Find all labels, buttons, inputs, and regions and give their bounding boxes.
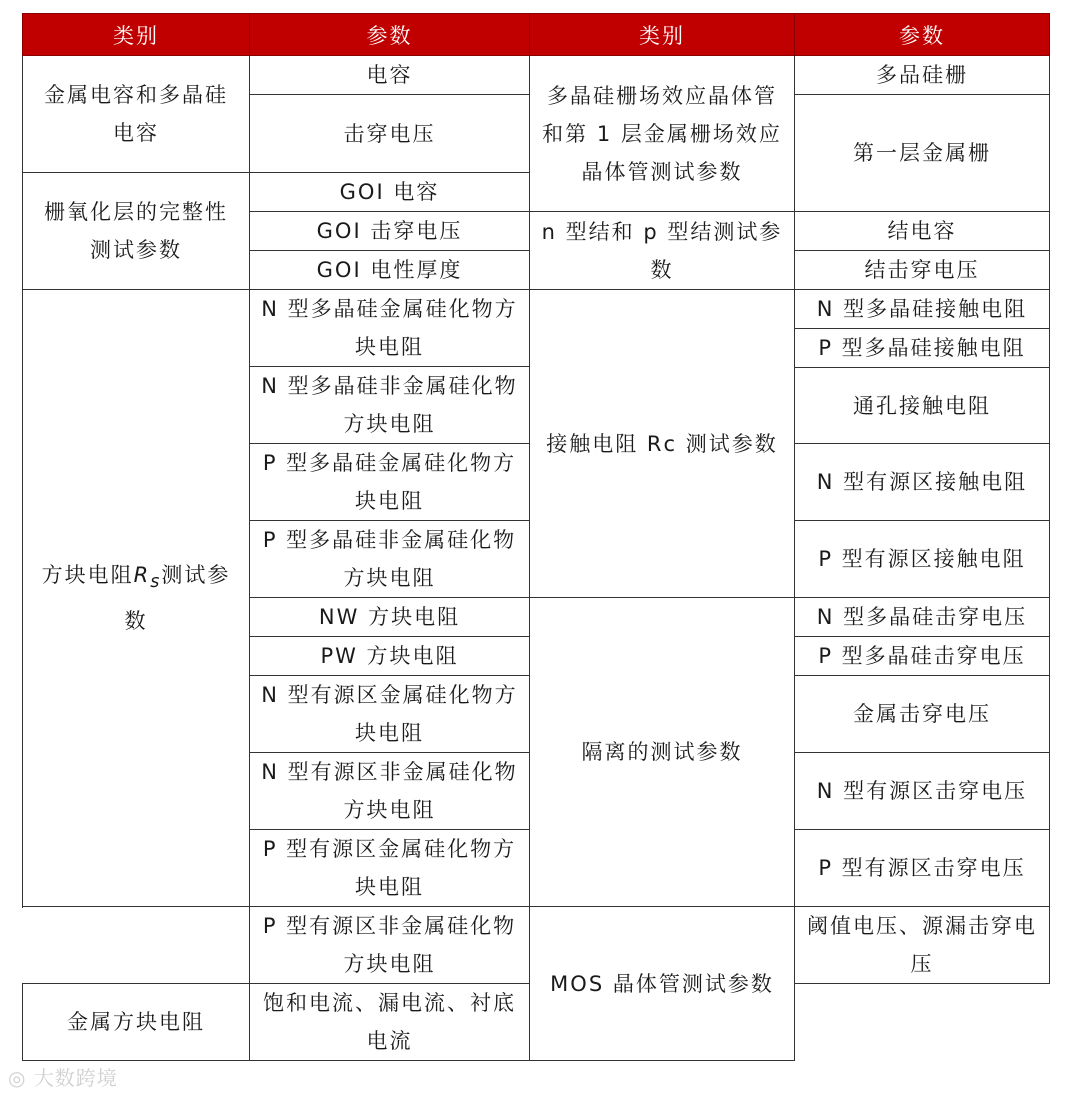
header-category-right: 类别	[530, 14, 795, 56]
param-cell: NW 方块电阻	[250, 598, 530, 637]
param-cell: PW 方块电阻	[250, 637, 530, 676]
category-cell-sheet-resistance	[23, 290, 250, 907]
category-prefix: 方块电阻	[41, 563, 134, 588]
param-cell: 金属击穿电压	[795, 676, 1050, 753]
param-cell: N 型多晶硅非金属硅化物方块电阻	[250, 367, 530, 444]
header-category-left: 类别	[23, 14, 250, 56]
param-cell: P 型有源区接触电阻	[795, 521, 1050, 598]
watermark-icon: ◎	[8, 1066, 34, 1090]
param-cell: 通孔接触电阻	[795, 368, 1050, 444]
watermark	[8, 1062, 118, 1091]
param-cell: P 型多晶硅接触电阻	[795, 329, 1050, 368]
table-row	[23, 290, 1050, 329]
param-cell: GOI 电容	[250, 173, 530, 212]
param-cell: P 型多晶硅击穿电压	[795, 637, 1050, 676]
parameter-table	[22, 13, 1050, 1061]
param-cell: 金属方块电阻	[23, 984, 250, 1061]
rs-symbol: R	[133, 563, 151, 588]
param-cell: 阈值电压、源漏击穿电压	[795, 907, 1050, 984]
category-cell: 金属电容和多晶硅电容	[23, 56, 250, 173]
param-cell: 结电容	[795, 212, 1050, 251]
param-cell: N 型有源区金属硅化物方块电阻	[250, 676, 530, 753]
rs-subscript: s	[150, 572, 162, 593]
param-cell: 击穿电压	[250, 95, 530, 173]
header-row	[23, 14, 1050, 56]
param-cell: 饱和电流、漏电流、衬底电流	[250, 984, 530, 1061]
header-param-right: 参数	[795, 14, 1050, 56]
category-cell: n 型结和 p 型结测试参数	[530, 212, 795, 290]
param-cell: P 型多晶硅非金属硅化物方块电阻	[250, 521, 530, 598]
watermark-text: 大数跨境	[33, 1066, 118, 1090]
param-cell: 结击穿电压	[795, 251, 1050, 290]
category-suffix: 测试参数	[124, 563, 231, 633]
category-cell: 栅氧化层的完整性测试参数	[23, 173, 250, 290]
header-param-left: 参数	[250, 14, 530, 56]
category-cell: MOS 晶体管测试参数	[530, 907, 795, 1061]
param-cell: N 型多晶硅击穿电压	[795, 598, 1050, 637]
param-cell: GOI 电性厚度	[250, 251, 530, 290]
param-cell: 电容	[250, 56, 530, 95]
param-cell: 多品硅栅	[795, 56, 1050, 95]
param-cell: N 型有源区击穿电压	[795, 753, 1050, 830]
param-cell: N 型多晶硅接触电阻	[795, 290, 1050, 329]
param-cell: P 型多晶硅金属硅化物方块电阻	[250, 444, 530, 521]
param-cell: P 型有源区非金属硅化物方块电阻	[250, 907, 530, 984]
param-cell: P 型有源区击穿电压	[795, 830, 1050, 907]
param-cell: N 型有源区非金属硅化物方块电阻	[250, 753, 530, 830]
category-cell: 接触电阻 Rc 测试参数	[530, 290, 795, 598]
param-cell: N 型多晶硅金属硅化物方块电阻	[250, 290, 530, 367]
category-cell: 多晶硅栅场效应晶体管和第 1 层金属栅场效应晶体管测试参数	[530, 56, 795, 212]
param-cell: GOI 击穿电压	[250, 212, 530, 251]
param-cell: N 型有源区接触电阻	[795, 444, 1050, 521]
category-cell: 隔离的测试参数	[530, 598, 795, 907]
param-cell: 第一层金属栅	[795, 95, 1050, 212]
param-cell: P 型有源区金属硅化物方块电阻	[250, 830, 530, 907]
table-row	[23, 56, 1050, 95]
